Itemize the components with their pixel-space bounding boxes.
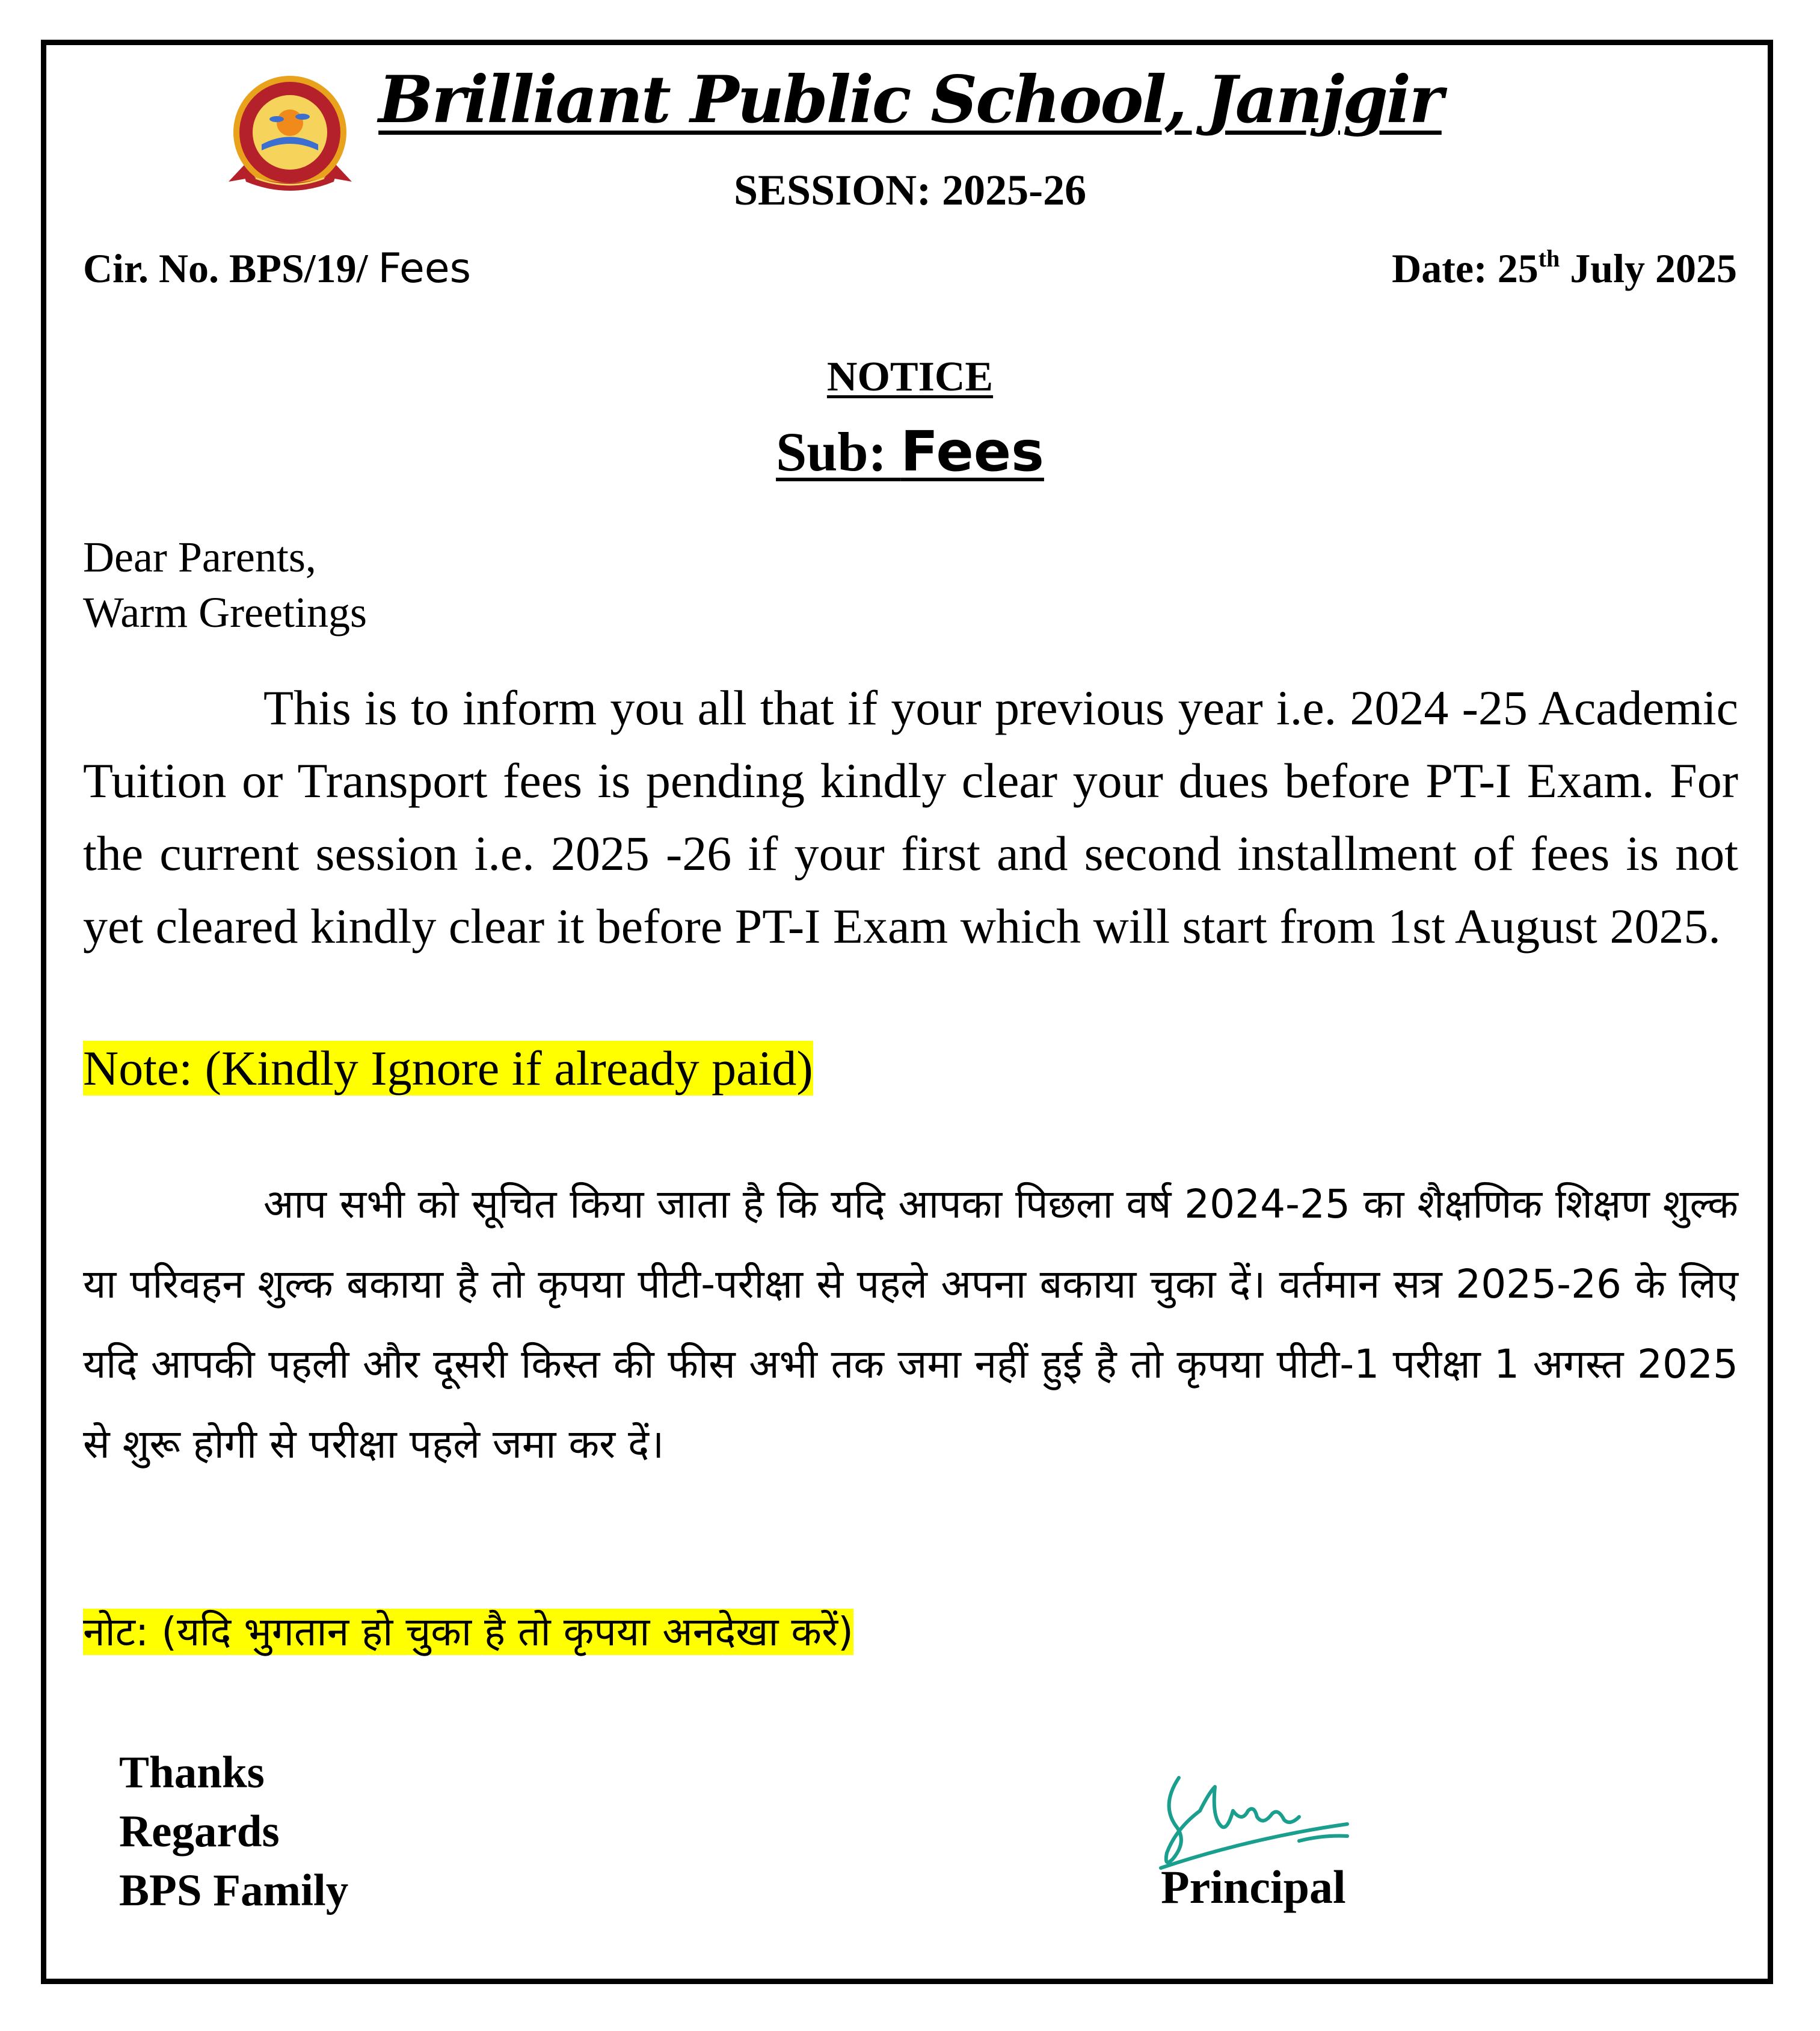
- subject-line: Sub: Fees: [776, 419, 1044, 484]
- closing-regards: Regards: [119, 1807, 280, 1857]
- notice-heading: NOTICE: [826, 354, 994, 400]
- hindi-note-highlight: नोट: (यदि भुगतान हो चुका है तो कृपया अनदेखा करें): [83, 1609, 853, 1655]
- hindi-note: [83, 1593, 853, 1671]
- page-border: [41, 40, 1773, 1984]
- session-label: SESSION: 2025-26: [733, 166, 1087, 214]
- closing-thanks: Thanks: [119, 1748, 265, 1798]
- salutation-line: Dear Parents,: [83, 533, 316, 581]
- principal-label: Principal: [1161, 1861, 1346, 1913]
- hindi-body-paragraph: आप सभी को सूचित किया जाता है कि यदि आपका पिछला वर्ष 2024-25 का शैक्षणिक शिक्षण शुल्क या परिवहन शुल्क बकाया है तो कृपया पीटी-परीक्षा से पहले अपना बकाया चुका दें। वर्तमान सत्र 2025-26 के लिए यदि आपकी पहली और दूसरी किस्त की फीस अभी तक जमा नहीं हुई है तो कृपया पीटी-1 परीक्षा 1 अगस्त 2025 से शुरू होगी से परीक्षा पहले जमा कर दें।: [83, 1181, 1738, 1467]
- circular-number: Cir. No. BPS/19/ Fees: [83, 245, 472, 292]
- closing-block: [119, 1743, 348, 1920]
- english-body-paragraph: This is to inform you all that if your previous year i.e. 2024 -25 Academic Tuition or Transport fees is pending kindly clear your dues before PT-I Exam. For the current session i.e. 2025 -26 if your first and second installment of fees is not yet cleared kindly clear it before PT-I Exam which will start from 1st August 2025.: [83, 680, 1738, 954]
- signature-icon: [1143, 1769, 1371, 1877]
- closing-family: BPS Family: [119, 1866, 349, 1915]
- english-note: [83, 1038, 813, 1099]
- english-note-highlight: Note: (Kindly Ignore if already paid): [83, 1041, 813, 1096]
- salutation: [83, 529, 367, 640]
- greeting-line: Warm Greetings: [83, 588, 367, 636]
- circular-date: Date: 25th July 2025: [1392, 245, 1737, 291]
- school-name-heading: Brilliant Public School, Janjgir: [378, 62, 1442, 138]
